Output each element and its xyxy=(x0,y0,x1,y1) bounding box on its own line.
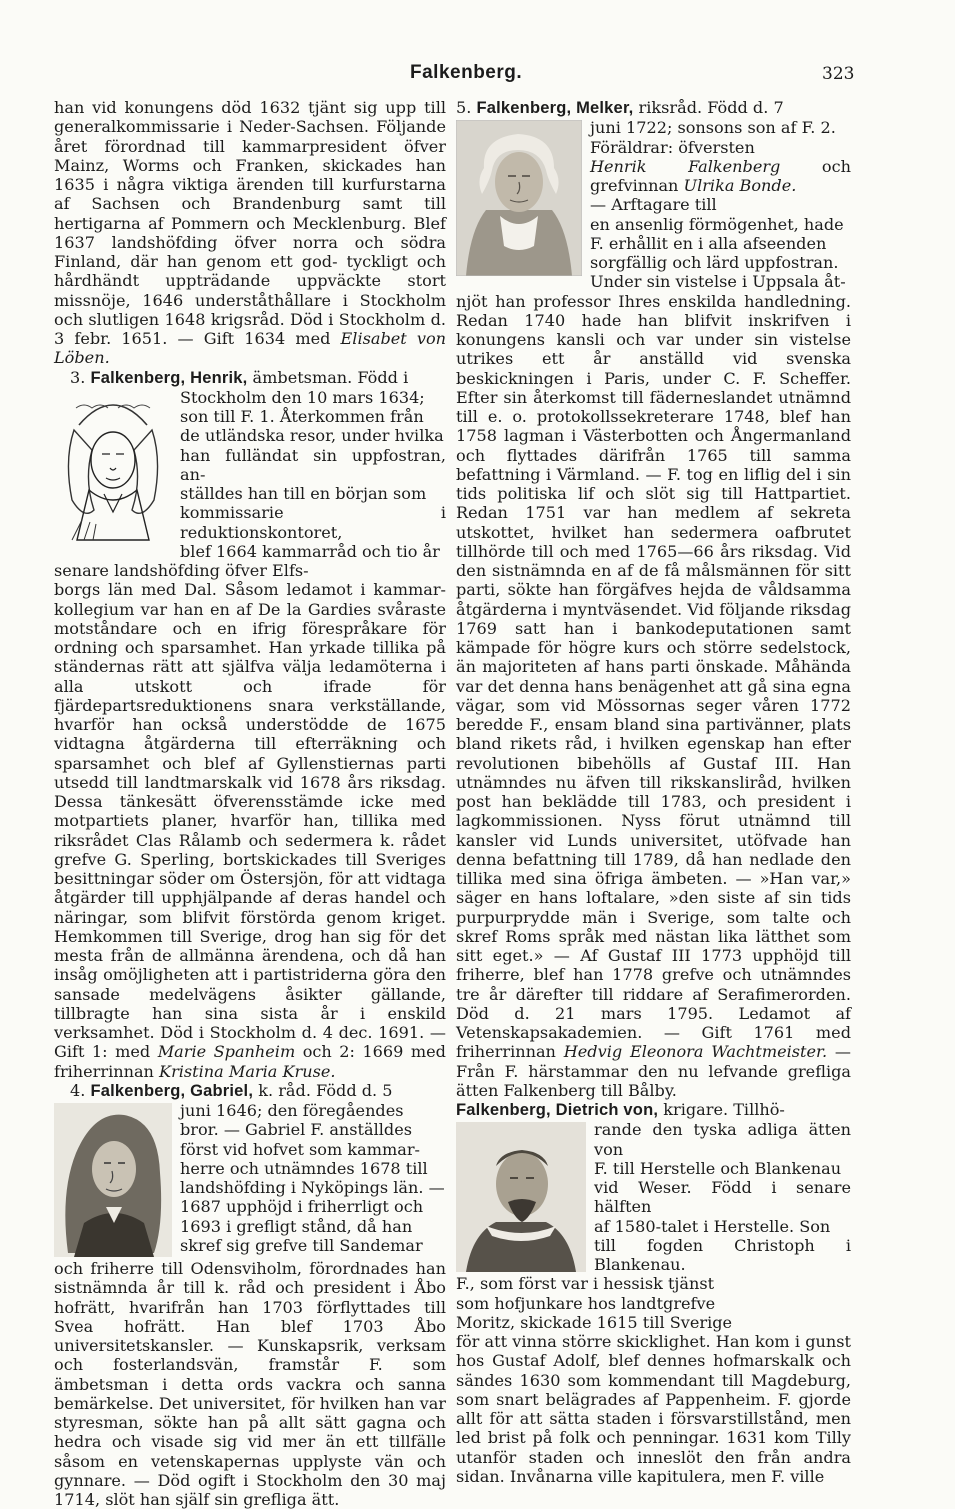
entry3-spouse1: Marie Spanheim xyxy=(157,1042,296,1062)
portrait-melker xyxy=(456,120,582,276)
entry5-side-line-b-3: F. erhållit en i alla afseenden xyxy=(590,233,827,253)
entry2-spouse: Elisabet von Löben. xyxy=(54,329,447,368)
entry3-side-line-7: blef 1664 kammarråd och tio år xyxy=(180,541,440,561)
entry5-spouse: Hedvig Eleonora Wachtmeister. xyxy=(563,1042,828,1062)
entry2-continuation xyxy=(54,98,446,368)
entry5-side-line-b-5: Under sin vistelse i Uppsala åt- xyxy=(590,272,846,292)
entry6-side-line-6: F., som först var i hessisk tjänst xyxy=(456,1274,715,1294)
entry3-spouse-mid: och 2: 1669 med friherrinnan xyxy=(54,1042,446,1081)
entry5-side-line-b-4: sorgfällig och lärd uppfostran. xyxy=(590,253,839,272)
entry4-side-line-4: herre och utnämndes 1678 till xyxy=(180,1158,428,1178)
left-column xyxy=(54,98,446,1509)
entry3-side-line-1: Stockholm den 10 mars 1634; xyxy=(180,387,425,407)
entry6-side-line-7: som hofjunkare hos landtgrefve xyxy=(456,1293,716,1313)
entry5-name: Falkenberg, Melker, xyxy=(476,99,634,117)
entry4-side-line-7: 1693 i grefligt stånd, då han xyxy=(180,1216,413,1236)
entry6-side-line-3: vid Weser. Född i senare hälften xyxy=(594,1178,851,1217)
entry3-spouse2: Kristina Maria Kruse. xyxy=(159,1061,336,1081)
entry3-side-line-6: kommissarie i reduktionskontoret, xyxy=(180,503,446,542)
entry3-side-line-5: ställdes han till en början som xyxy=(180,484,427,503)
entry4-side-line-8: skref sig grefve till Sandemar xyxy=(180,1235,423,1255)
entry6-name: Falkenberg, Dietrich von, xyxy=(456,1101,659,1119)
entry5-body-text: njöt han professor Ihres enskilda handledning. Redan 1740 hade han blifvit inskrifven i konungens kansli och var under sin vistelse utrikes ett år anställd vid svenska beskickningen i Paris, under C. F. Scheffer. Efter sin återkomst till fäderneslandet utnämnd till e. o. protokollssekreterare 1748, blef han 1758 lagman i Västerbotten och Ångermanland och flyttades därifrån 1765 till samma befattning i Värmland. — F. tog en liflig del i sin tids politiska lif och slöt sig till Hattpartiet. Redan 1751 var han medlem af sekreta utskottet, hvilket han sedermera oafbrutet tillhörde till och med 1765—66 års riksdag. Vid den sistnämnda en af de få målsmännen för sitt parti, sökte han förgäfves hejda de våldsamma åtgärderna i myntväsendet. Vid följande riksdag 1769 satt han i bankodeputationen samt kämpade för högre kurs och större sedelstock, än majoriteten af hans parti önskade. Måhända var det denna hans benägenhet att gå sina egna vägar, som vid Mössornas seger våren 1772 beredde F., ensam bland sina partivänner, plats bland rikets råd, i hvilken egenskap han efter revolutionen bibehölls af Gustaf III. Han utnämndes nu äfven till rikskansliråd, hvilken post han beklädde till 1783, och president i lagkommissionen. Nyss förut utnämnd till kansler vid Lunds universitet, utöfvade han denna befattning till 1789, då han nedlade den tillika med sina öfriga ämbeten. — »Han var,» säger en hans loftalare, »den siste af sin tids purpurprydde män i Sverige, som talte och skref Roms språk med nästan lika lätthet som sitt eget.» — Af Gustaf III 1773 upphöjd till friherre, blef han 1778 grefve och utnämndes tre år därefter till riddare af Serafimerorden. Död d. 21 mars 1795. Ledamot af Vetenskapsakademien. — Gift 1761 med friherrinnan xyxy=(456,291,851,1062)
entry6-side-line-1: rande den tyska adliga ätten von xyxy=(594,1120,851,1159)
entry4-name: Falkenberg, Gabriel, xyxy=(90,1081,254,1100)
entry2-text xyxy=(54,98,446,348)
entry2-line-7: och Mecklenburg. Blef 1637 landshöfding öfver xyxy=(54,213,446,252)
entry6-heading xyxy=(456,1100,851,1120)
entry4-side-line-1: juni 1646; den föregåendes xyxy=(180,1101,404,1120)
entry3-side-line-2: son till F. 1. Återkommen från xyxy=(180,407,424,426)
entry6-side-line-5: till fogden Christoph i Blankenau. xyxy=(594,1235,851,1274)
portrait-henrik xyxy=(54,390,172,542)
entry2-line-3: året förordnad till kammarpresident öfver Mainz, xyxy=(54,136,446,175)
portrait-dietrich xyxy=(456,1122,586,1272)
entry2-line-6: Brandenburg samt till hertigarna af Pommern xyxy=(54,194,446,233)
portrait-gabriel xyxy=(54,1103,172,1257)
entry3-side-line-8: senare landshöfding öfver Elfs- xyxy=(54,561,309,580)
entry6-side-line-2: F. till Herstelle och Blankenau xyxy=(594,1158,842,1178)
entry3-number: 3. xyxy=(70,367,86,387)
entry6-side-line-8: Moritz, skickade 1615 till Sverige xyxy=(456,1312,733,1332)
entry3-side-line-3: de utländska resor, under hvilka xyxy=(180,426,444,446)
entry5-mother: Ulrika Bonde. xyxy=(683,176,797,195)
entry5-side-line-b-1: — Arftagare till xyxy=(590,195,717,215)
entry2-line-1: han vid konungens död 1632 tjänt sig upp till xyxy=(54,98,446,117)
entry4-number: 4. xyxy=(70,1080,86,1100)
entry3-body xyxy=(54,580,446,1081)
entry5-side-line-a-2: Föräldrar: öfversten xyxy=(590,137,755,157)
entry3-body-text: borgs län med Dal. Såsom ledamot i kammar-kollegium var han en af De la Gardies svåraste motståndare och en ifrig förespråkare för ordning och sparsamhet. Han yrkade tillika på ständernas rätt att själfva välja ledamöterna i alla utskott och ifrade för fjärdepartsreduktionens snara verkställande, hvarför han också understödde de 1675 vidtagna åtgärderna till efterräkning och sparsamhet och blef af Gyllenstiernas parti utsedd till landtmarskalk vid 1678 års riksdag. Dessa tänkesätt öfverensstämde icke med motpartiets planer, hvarför han, tillika med riksrådet Clas Rålamb och sedermera k. rådet grefve G. Sperling, bortskickades till Sveriges besittningar söder om Östersjön, för att vidtaga åtgärder till upphjälpande af deras handel och näringar, som blifvit förstörda genom kriget. Hemkommen till Sverige, drog han sig för det mesta från de allmänna ärendena, och då han insåg omöjligheten att i partistriderna göra den sansade medelvägens åsikter gällande, tillbragte han sina sista år i enskild verksamhet. Död i Stockholm d. 4 dec. 1691. — Gift 1: xyxy=(54,580,446,1062)
entry5-number: 5. xyxy=(456,98,472,117)
entry4-side-line-5: landshöfding i Nyköpings län. — xyxy=(180,1178,445,1197)
entry4-body: och friherre till Odensviholm, förordnades han sistnämnda år till k. råd och president i Åbo hofrätt, hvarifrån han 1703 förflyttades till Svea hofrätt. Han blef 1703 Åbo universitetskansler. — Kunskapsrik, verksam och fosterlandsvän, framstår F. som ämbetsman i detta ords vackra och sanna bemärkelse. Det universitet, för hvilken han var styresman, sökte han på allt sätt gagna och hedra och visade sig vid mer än ett tillfälle såsom en vetenskapernas upplyste vän och gynnare. — Död ogift i Stockholm den 30 maj 1714, slöt han själf sin grefliga ätt. xyxy=(54,1259,446,1509)
entry5-body-post: — Från F. härstammar den nu lefvande grefliga ätten Falkenberg till Bålby. xyxy=(456,1042,851,1100)
entry5-side-line-b-2: en ansenlig förmögenhet, hade xyxy=(590,214,844,234)
entry2-line-9: tyckligt och hårdhändt uppträdande uppväckte xyxy=(54,252,446,291)
entry5-body xyxy=(456,292,851,1101)
entry6-title: krigare. Tillhö- xyxy=(658,1100,785,1119)
entry2-line-4: Worms och Franken, skickades han 1635 i några xyxy=(54,155,447,194)
page-header-title: Falkenberg. xyxy=(410,62,523,83)
entry5-title: riksråd. Född d. 7 xyxy=(633,98,784,117)
entry2-line-10: stort missnöje, 1646 underståthållare i Stockholm xyxy=(54,271,446,310)
entry3-title: ämbetsman. Född i xyxy=(247,367,409,387)
entry2-line-5: viktiga ärenden till kurfurstarna af Sachsen och xyxy=(54,175,446,214)
entry3-name: Falkenberg, Henrik, xyxy=(90,368,248,387)
entry4-side-line-2: bror. — Gabriel F. anställdes xyxy=(180,1120,412,1140)
entry4-heading xyxy=(54,1081,446,1101)
entry2-line-11: och slutligen 1648 krigsråd. Död i Stockholm d. 3 xyxy=(54,309,446,348)
right-column xyxy=(456,98,851,1486)
entry3-side-line-4: han fulländat sin uppfostran, an- xyxy=(180,445,446,484)
entry5-father: Henrik Falkenberg xyxy=(590,156,781,176)
entry5-mother-pre: och grefvinnan xyxy=(590,156,851,195)
entry2-line-8: norra och södra Finland, där han genom ett god- xyxy=(54,232,447,271)
entry4-side-line-6: 1687 upphöjd i friherrligt och xyxy=(180,1197,424,1217)
entry4-side-line-3: först vid hofvet som kammar- xyxy=(180,1139,420,1159)
page-number: 323 xyxy=(822,64,855,84)
entry5-heading xyxy=(456,98,851,118)
entry6-side-line-4: af 1580-talet i Herstelle. Son xyxy=(594,1216,831,1236)
entry2-line-12: febr. 1651. — Gift 1634 med xyxy=(74,329,341,348)
entry6-body: för att vinna större skicklighet. Han kom i gunst hos Gustaf Adolf, blef dennes hofmarskalk och sändes 1630 som kommendant till Magdeburg, som snart belägrades af Pappenheim. F. gjorde allt för att sätta staden i försvarstillstånd, men led brist på folk och penningar. 1631 kom Tilly utanför staden och inneslöt den från andra sidan. Invånarna ville kapitulera, men F. ville xyxy=(456,1332,851,1486)
entry3-spouse1-pre: med xyxy=(115,1042,151,1062)
entry3-heading xyxy=(54,368,446,388)
entry5-side-line-a-1: juni 1722; sonsons son af F. 2. xyxy=(590,118,836,138)
entry4-title: k. råd. Född d. 5 xyxy=(253,1080,393,1100)
entry2-line-2: generalkommissarie i Neder-Sachsen. Följande xyxy=(54,117,446,137)
